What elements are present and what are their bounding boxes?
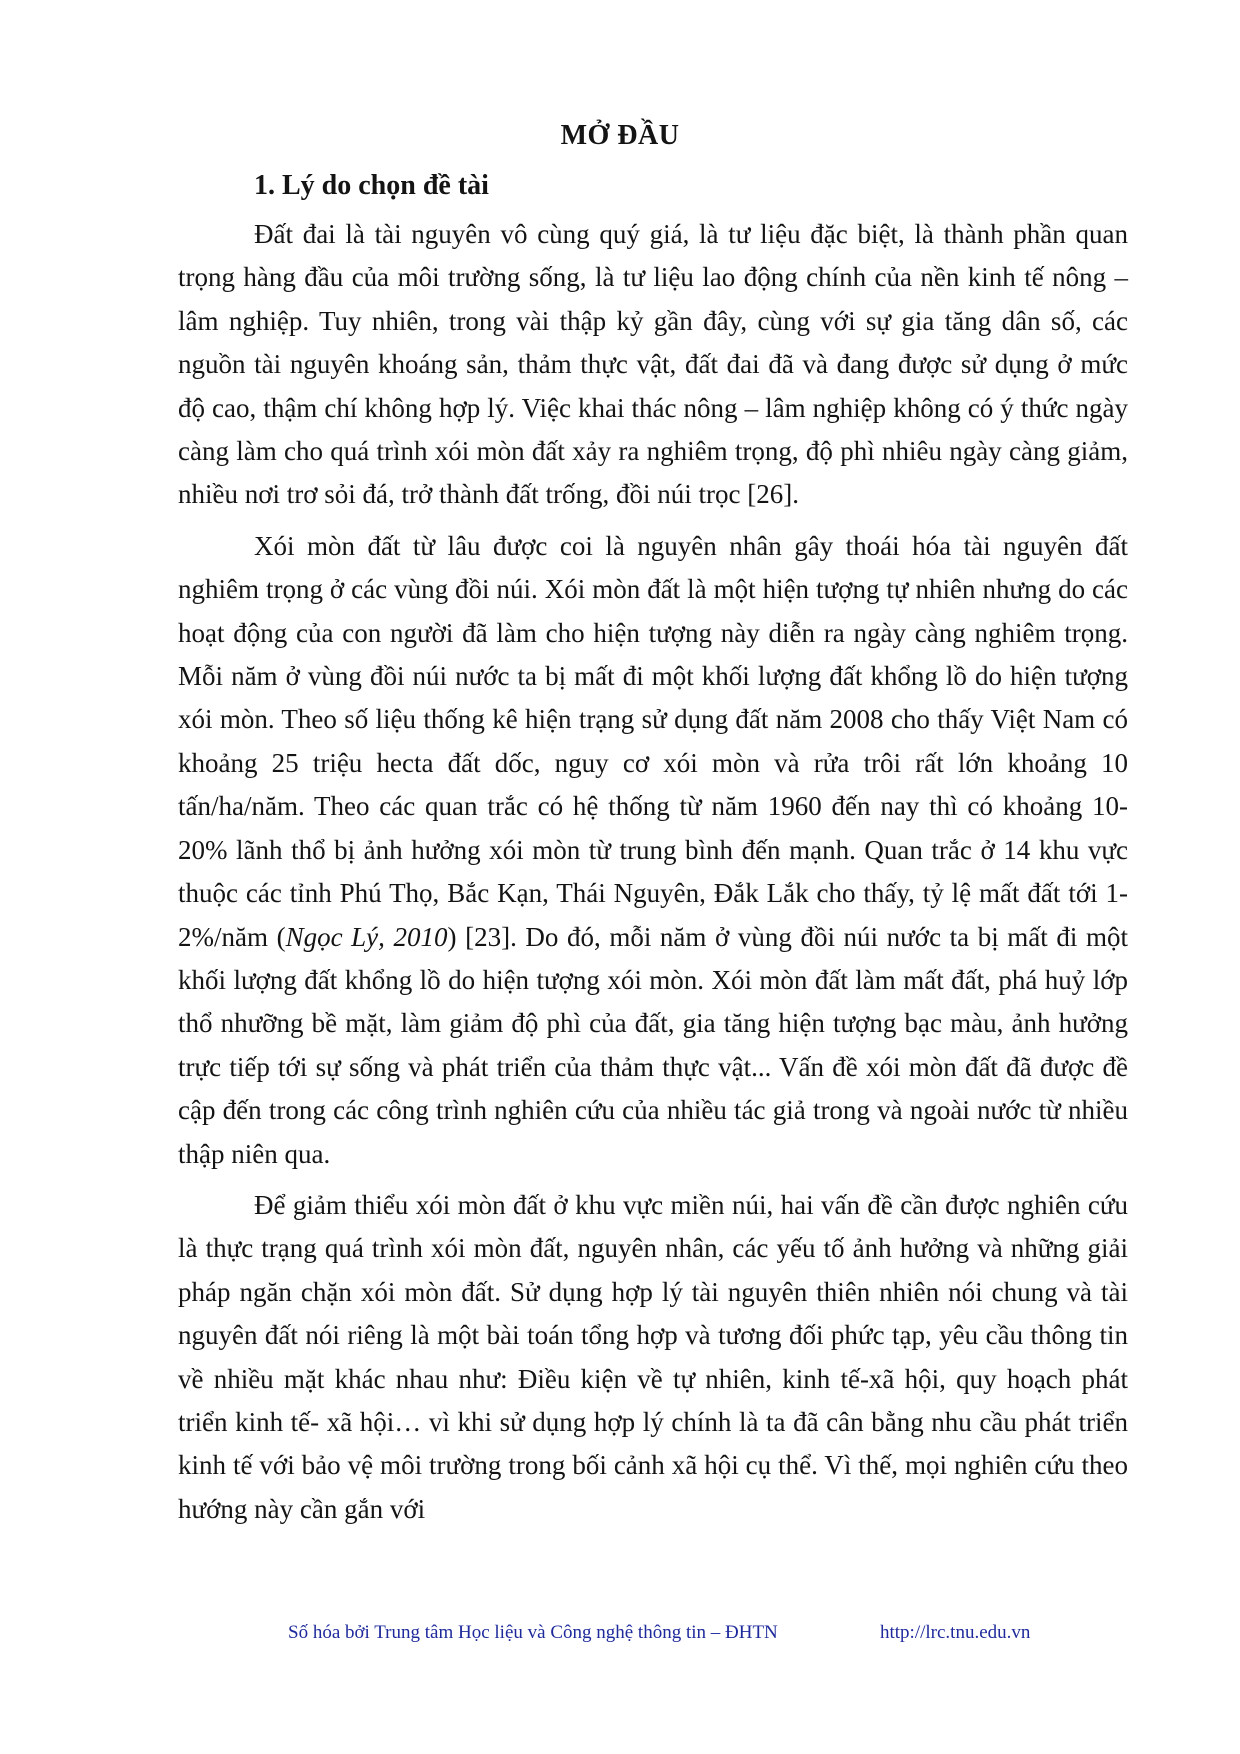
footer-url-link[interactable]: http://lrc.tnu.edu.vn bbox=[880, 1622, 1031, 1643]
document-body bbox=[178, 213, 1128, 1531]
page-heading: MỞ ĐẦU bbox=[560, 120, 680, 151]
paragraph-text: Đất đai là tài nguyên vô cùng quý giá, là tư liệu đặc biệt, là thành phần quan trọng hàng đầu của môi trường sống, là tư liệu lao động chính của nền kinh tế nông – lâm nghiệp. Tuy nhiên, trong vài thập kỷ gần đây, cùng với sự gia tăng dân số, các nguồn tài nguyên khoáng sản, thảm thực vật, đất đai đã và đang được sử dụng ở mức độ cao, thậm chí không hợp lý. Việc khai thác nông – lâm nghiệp không có ý thức ngày càng làm cho quá trình xói mòn đất xảy ra nghiêm trọng, độ phì nhiêu ngày càng giảm, nhiều nơi trơ sỏi đá, trở thành đất trống, đồi núi trọc [26]. bbox=[178, 219, 1128, 510]
paragraph-text: Để giảm thiểu xói mòn đất ở khu vực miền núi, hai vấn đề cần được nghiên cứu là thực trạng quá trình xói mòn đất, nguyên nhân, các yếu tố ảnh hưởng và những giải pháp ngăn chặn xói mòn đất. Sử dụng hợp lý tài nguyên thiên nhiên nói chung và tài nguyên đất nói riêng là một bài toán tổng hợp và tương đối phức tạp, yêu cầu thông tin về nhiều mặt khác nhau như: Điều kiện về tự nhiên, kinh tế-xã hội, quy hoạch phát triển kinh tế- xã hội… vì khi sử dụng hợp lý chính là ta đã cân bằng nhu cầu phát triển kinh tế với bảo vệ môi trường trong bối cảnh xã hội cụ thể. Vì thế, mọi nghiên cứu theo hướng này cần gắn với bbox=[178, 1189, 1128, 1524]
paragraph-text: Xói mòn đất từ lâu được coi là nguyên nhân gây thoái hóa tài nguyên đất nghiêm trọng ở các vùng đồi núi. Xói mòn đất là một hiện tượng tự nhiên nhưng do các hoạt động của con người đã làm cho hiện tượng này diễn ra ngày càng nghiêm trọng. Mỗi năm ở vùng đồi núi nước ta bị mất đi một khối lượng đất khổng lồ do hiện tượng xói mòn. Theo số liệu thống kê hiện trạng sử dụng đất năm 2008 cho thấy Việt Nam có khoảng 25 triệu hecta đất dốc, nguy cơ xói mòn và rửa trôi rất lớn khoảng 10 tấn/ha/năm. Theo các quan trắc có hệ thống từ năm 1960 đến nay thì có khoảng 10-20% lãnh thổ bị ảnh hưởng xói mòn từ trung bình đến mạnh. Quan trắc ở 14 khu vực thuộc các tỉnh Phú Thọ, Bắc Kạn, Thái Nguyên, Đắk Lắk cho thấy, tỷ lệ mất đất tới 1-2%/năm ( bbox=[178, 530, 1128, 952]
paragraph-text-continued: ) [23]. Do đó, mỗi năm ở vùng đồi núi nước ta bị mất đi một khối lượng đất khổng lồ do hiện tượng xói mòn. Xói mòn đất làm mất đất, phá huỷ lớp thổ nhưỡng bề mặt, làm giảm độ phì của đất, gia tăng hiện tượng bạc màu, ảnh hưởng trực tiếp tới sự sống và phát triển của thảm thực vật... Vấn đề xói mòn đất đã được đề cập đến trong các công trình nghiên cứu của nhiều tác giả trong và ngoài nước từ nhiều thập niên qua. bbox=[178, 921, 1128, 1169]
citation-italic: Ngọc Lý, 2010 bbox=[285, 921, 448, 952]
paragraph-2 bbox=[178, 525, 1128, 1176]
footer-attribution: Số hóa bởi Trung tâm Học liệu và Công nghệ thông tin – ĐHTN bbox=[288, 1622, 778, 1643]
section-title: 1. Lý do chọn đề tài bbox=[254, 170, 489, 201]
paragraph-3 bbox=[178, 1184, 1128, 1531]
paragraph-1 bbox=[178, 213, 1128, 517]
